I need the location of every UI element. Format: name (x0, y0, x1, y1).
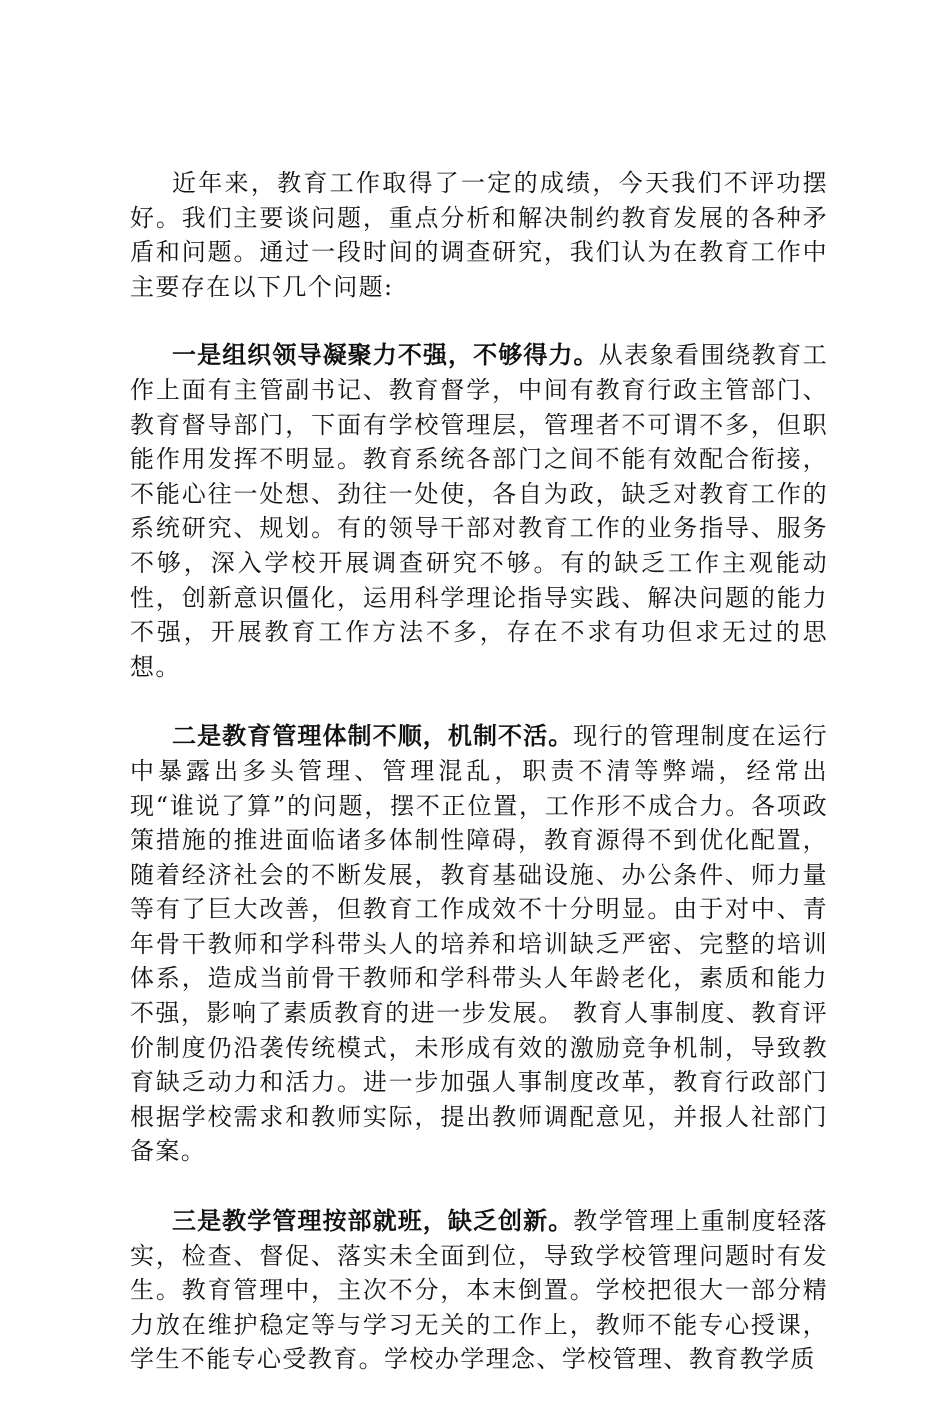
paragraph-text: 从表象看围绕教育工作上面有主管副书记、教育督学，中间有教育行政主管部门、教育督导部门，下面有学校管理层，管理者不可谓不多，但职能作用发挥不明显。教育系统各部门之间不能有效配合衔接，不能心往一处想、劲往一处使，各自为政，缺乏对教育工作的系统研究、规划。有的领导干部对教育工作的业务指导、服务不够，深入学校开展调查研究不够。有的缺乏工作主观能动性，创新意识僵化，运用科学理论指导实践、解决问题的能力不强，开展教育工作方法不多，存在不求有功但求无过的思想。 (130, 341, 828, 681)
paragraph-heading: 三是教学管理按部就班，缺乏创新。 (172, 1207, 574, 1236)
issue-paragraph-1 (130, 338, 828, 684)
paragraph-heading: 一是组织领导凝聚力不强，不够得力。 (172, 341, 599, 370)
paragraph-text: 现行的管理制度在运行中暴露出多头管理、管理混乱，职责不清等弊端，经常出现“谁说了算”的问题，摆不正位置，工作形不成合力。各项政策措施的推进面临诸多体制性障碍，教育源得不到优化配置，随着经济社会的不断发展，教育基础设施、办公条件、师力量等有了巨大改善，但教育工作成效不十分明显。由于对中、青年骨干教师和学科带头人的培养和培训缺乏严密、完整的培训体系，造成当前骨干教师和学科带头人年龄老化，素质和能力不强，影响了素质教育的进一步发展。 教育人事制度、教育评价制度仍沿袭传统模式，未形成有效的激励竞争机制，导致教育缺乏动力和活力。进一步加强人事制度改革，教育行政部门根据学校需求和教师实际，提出教师调配意见，并报人社部门备案。 (130, 722, 829, 1166)
document-body (130, 166, 828, 1412)
issue-paragraph-2 (130, 719, 828, 1169)
paragraph-text: 近年来，教育工作取得了一定的成绩，今天我们不评功摆好。我们主要谈问题，重点分析和解决制约教育发展的各种矛盾和问题。通过一段时间的调查研究，我们认为在教育工作中主要存在以下几个问题: (130, 169, 828, 301)
paragraph-text: 教学管理上重制度轻落实，检查、督促、落实未全面到位，导致学校管理问题时有发生。教育管理中，主次不分，本末倒置。学校把很大一部分精力放在维护稳定等与学习无关的工作上，教师不能专心授课，学生不能专心受教育。学校办学理念、学校管理、教育教学质 (130, 1207, 829, 1374)
intro-paragraph (130, 166, 828, 304)
paragraph-heading: 二是教育管理体制不顺，机制不活。 (172, 722, 574, 751)
issue-paragraph-3 (130, 1204, 828, 1377)
